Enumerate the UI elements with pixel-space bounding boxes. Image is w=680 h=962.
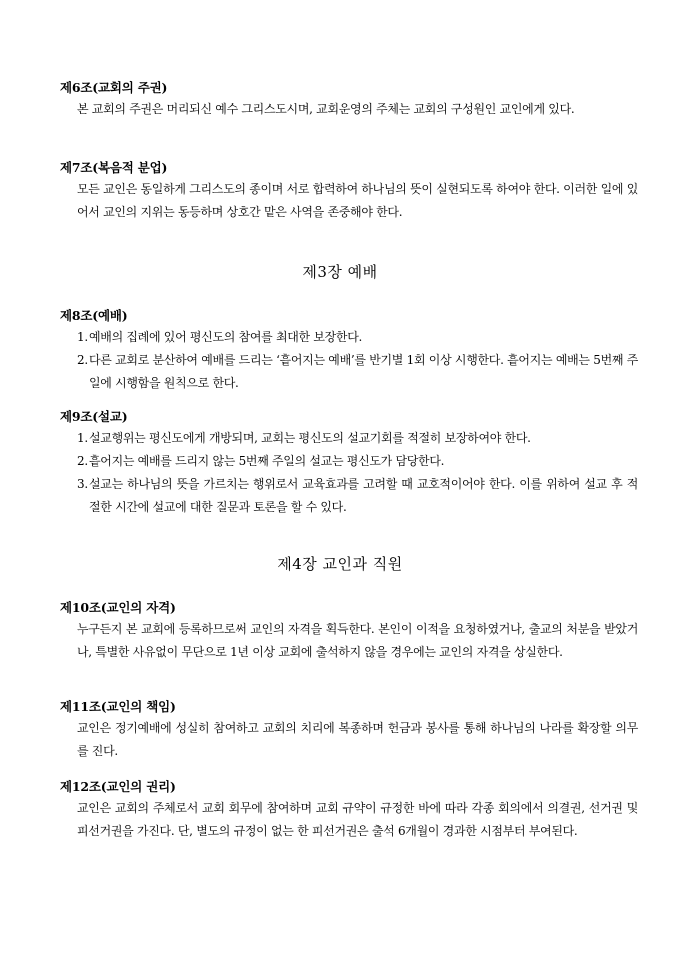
article-10-text: 누구든지 본 교회에 등록하므로써 교인의 자격을 획득한다. 본인이 이적을 요청하였거나, 출교의 처분을 받았거나, 특별한 사유없이 무단으로 1년 이상 교회에 출석하지 않을 경우에는 교인의 자격을 상실한다.: [77, 622, 638, 659]
article-6: [60, 78, 638, 121]
article-6-title: 제6조(교회의 주권): [60, 80, 168, 95]
article-6-text: 본 교회의 주권은 머리되신 예수 그리스도시며, 교회운영의 주체는 교회의 구성원인 교인에게 있다.: [77, 102, 575, 116]
article-7: [60, 158, 638, 224]
article-10-title: 제10조(교인의 자격): [60, 600, 176, 615]
article-8: [60, 306, 638, 395]
article-10: [60, 598, 638, 664]
list-item-number: 1.: [77, 431, 88, 445]
article-7-title: 제7조(복음적 분업): [60, 160, 168, 175]
list-item-text: 흩어지는 예배를 드리지 않는 5번째 주일의 설교는 평신도가 담당한다.: [89, 454, 445, 468]
list-item-text: 예배의 집례에 있어 평신도의 참여를 최대한 보장한다.: [89, 330, 363, 344]
list-item: [60, 427, 638, 450]
list-item: [60, 349, 638, 395]
list-item-number: 2.: [77, 454, 88, 468]
article-12-title: 제12조(교인의 권리): [60, 779, 176, 794]
chapter-4-heading: 제4장 교인과 직원: [277, 555, 403, 573]
list-item: [60, 450, 638, 473]
list-item: [60, 473, 638, 519]
list-item-number: 3.: [77, 477, 88, 491]
article-12-text: 교인은 교회의 주체로서 교회 회무에 참여하며 교회 규약이 규정한 바에 따라 각종 회의에서 의결권, 선거권 및 피선거권을 가진다. 단, 별도의 규정이 없는 한 피선거권은 출석 6개월이 경과한 시점부터 부여된다.: [77, 801, 638, 838]
list-item-text: 설교는 하나님의 뜻을 가르치는 행위로서 교육효과를 고려할 때 교호적이어야 한다. 이를 위하여 설교 후 적절한 시간에 설교에 대한 질문과 토론을 할 수 있다.: [89, 477, 638, 514]
article-11: [60, 697, 638, 763]
article-9-title: 제9조(설교): [60, 409, 128, 424]
list-item-number: 2.: [77, 353, 88, 367]
list-item-number: 1.: [77, 330, 88, 344]
article-9-list: [60, 427, 638, 519]
article-11-title: 제11조(교인의 책임): [60, 699, 176, 714]
chapter-3-heading: 제3장 예배: [302, 263, 378, 281]
list-item-text: 다른 교회로 분산하여 예배를 드리는 ‘흩어지는 예배’를 반기별 1회 이상 시행한다. 흩어지는 예배는 5번째 주일에 시행함을 원칙으로 한다.: [89, 353, 638, 390]
list-item: [60, 326, 638, 349]
article-12: [60, 777, 638, 843]
list-item-text: 설교행위는 평신도에게 개방되며, 교회는 평신도의 설교기회를 적절히 보장하여야 한다.: [89, 431, 531, 445]
article-9: [60, 407, 638, 519]
article-8-list: [60, 326, 638, 395]
article-8-title: 제8조(예배): [60, 308, 128, 323]
article-11-text: 교인은 정기예배에 성실히 참여하고 교회의 치리에 복종하며 헌금과 봉사를 통해 하나님의 나라를 확장할 의무를 진다.: [77, 721, 638, 758]
article-7-text: 모든 교인은 동일하게 그리스도의 종이며 서로 합력하여 하나님의 뜻이 실현되도록 하여야 한다. 이러한 일에 있어서 교인의 지위는 동등하며 상호간 맡은 사역을 존중해야 한다.: [77, 182, 638, 219]
